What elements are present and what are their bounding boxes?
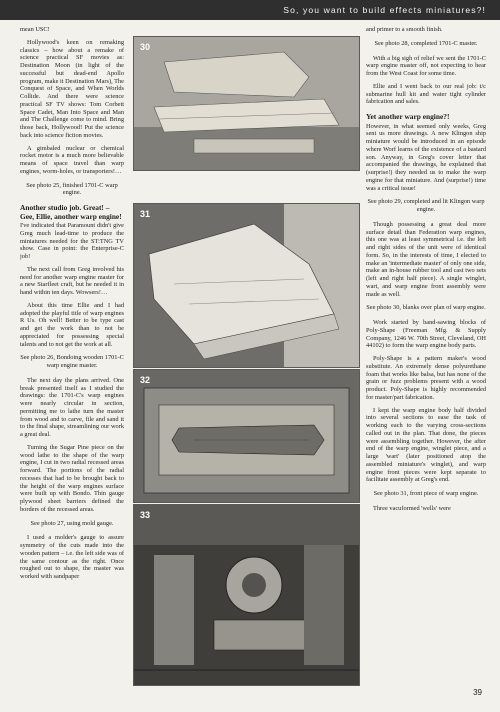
- photo-32-image: [134, 370, 359, 502]
- paragraph: mean USC!: [20, 26, 50, 33]
- photo-number: 32: [140, 375, 151, 385]
- paragraph: With a big sigh of relief we sent the 1701-C warp engine master off, not expecting to hear from the West Coast for some time.: [366, 54, 486, 77]
- paragraph: Though possessing a great deal more surface detail than Federation warp engines, this one was at least symmetrical i.e. the left and right sides of the unit were of identical form. So, in the interests of time, I elected to make an 'intermediate master' of only one side, make an in-house rubber tool and cast two sets (left and right half piece). A single winglet, wart, and warp engine front assembly were made as well.: [366, 220, 486, 298]
- photo-number: 33: [140, 510, 151, 520]
- photo-reference: See photo 31, front piece of warp engine.: [373, 490, 479, 497]
- photo-number: 30: [140, 42, 151, 52]
- photo-reference: See photo 25, finished 1701-C warp engine.: [26, 181, 118, 197]
- photo-number: 31: [140, 209, 151, 219]
- photo-33: [133, 504, 360, 686]
- paragraph: Hollywood's keen on remaking classics – how about a remake of science practical SF movies as: Destination Moon (in light of the successful but dead-end Apollo program, make it Destination Mars), The Conquest of Space, and When Worlds Collide. And there were science practical SF TV shows: Tom Corbett Space Cadet, Man Into Space and Man and The Challenge come to mind. Bring those back, Hollywood! Put the science back into science fiction movies.: [20, 38, 124, 139]
- paragraph: I've indicated that Paramount didn't give Greg much lead-time to produce the miniatures needed for the ST:TNG TV show. Case in point: the Enterprise-C job!: [20, 222, 124, 260]
- running-header-title: So, you want to build effects miniatures?!: [283, 5, 486, 15]
- photo-reference: See photo 26, Bondoing wooden 1701-C warp engine master.: [20, 354, 124, 369]
- paragraph: However, in what seemed only weeks, Greg sent us more drawings. A new Klingon ship miniature would be introduced in an episode where Worf learns of the existence of a bastard son. Anyway, in Greg's cover letter that accompanied the drawings, he explained that (surprise!) they needed us to make the warp engine for that miniature. And (surprise!) time was a critical issue!: [366, 122, 486, 192]
- photo-reference: See photo 27, using mold gauge.: [30, 519, 114, 527]
- paragraph: Work started by band-sawing blocks of Poly-Shape (Freeman Mfg. & Supply Company, 1246 W. 70th Street, Cleveland, OH 44102) to form the warp engine body parts.: [366, 319, 486, 350]
- photo-33-image: [134, 505, 359, 685]
- paragraph: Ellie and I went back to our real job: t/c submarine hull kit and water tight cylinder fabrication and sales.: [366, 82, 486, 106]
- photo-30: [133, 36, 360, 171]
- paragraph: I used a molder's gauge to assure symmetry of the cuts made into the wooden pattern – i.e. the left side was of the same contour as the right. Once roughed out to shape, the master was worked with sandpaper: [20, 534, 124, 580]
- paragraph: The next day the plans arrived. One break presented itself as I studied the drawings: the 1701-C's warp engines were nearly circular in section, permitting me to lathe turn the master from wood and to carve, file and sand it to the final shape, streamlining our work a great deal.: [20, 376, 124, 438]
- paragraph: Turning the Sugar Pine piece on the wood lathe to the shape of the warp engine, I cut in two radial recessed areas forward. The portions of the radial recesses that had to be brought back to the height of the warp engines surface were built up with Bondo. Thin gauge plywood sheet barriers defined the borders of the recessed areas.: [20, 443, 124, 513]
- section-heading: Another studio job. Great! – Gee, Ellie, another warp engine!: [20, 203, 122, 221]
- photo-31: [133, 203, 360, 368]
- photo-reference: See photo 30, blanks over plan of warp engine.: [366, 304, 486, 312]
- photo-30-image: [134, 37, 359, 170]
- photo-reference: See photo 28, completed 1701-C master.: [374, 39, 478, 47]
- paragraph: and primer to a smooth finish.: [366, 26, 443, 33]
- paragraph: About this time Ellie and I had adopted the playful title of warp engines R Us. Oh well! Better to be type cast and get the work than to not be appreciated for possessing special talents and to not get the work at all.: [20, 301, 124, 348]
- photo-32: [133, 369, 360, 503]
- paragraph: I kept the warp engine body half divided into several sections to ease the task of working each to the varying cross-sections called out in the plan. That done, the pieces were assembling together. However, the after end of the warp engine, winglet piece, and a large 'wart' (later positioned atop the assembled miniature's winglet), and warp engine front pieces were kept separate to facilitate assembly at Greg's end.: [366, 406, 486, 484]
- photo-31-image: [134, 204, 359, 367]
- paragraph: Poly-Shape is a pattern maker's wood substitute. An extremely dense polyurethane foam that works like balsa, but has none of the grain or fuzz problems present with a wood product. Poly-Shape is highly recommended for master/part fabrication.: [366, 355, 486, 401]
- page-number: 39: [473, 688, 482, 697]
- left-text-column: [20, 26, 124, 681]
- paragraph: The next call from Greg involved his need for another warp engine master for a new Starfleet craft, but he needed it in hand within ten days. Wowsers!…: [20, 265, 124, 296]
- right-text-column: [366, 26, 486, 681]
- photo-reference: See photo 29, completed and lit Klingon warp engine.: [367, 198, 485, 213]
- paragraph: Three vacuformed 'wells' were: [373, 504, 451, 512]
- running-header: [0, 0, 500, 20]
- paragraph: A gimbaled nuclear or chemical rocket motor is a much more believable means of space travel than warp engines, worm-holes, or transporters!…: [20, 144, 124, 175]
- section-heading: Yet another warp engine?!: [366, 112, 450, 121]
